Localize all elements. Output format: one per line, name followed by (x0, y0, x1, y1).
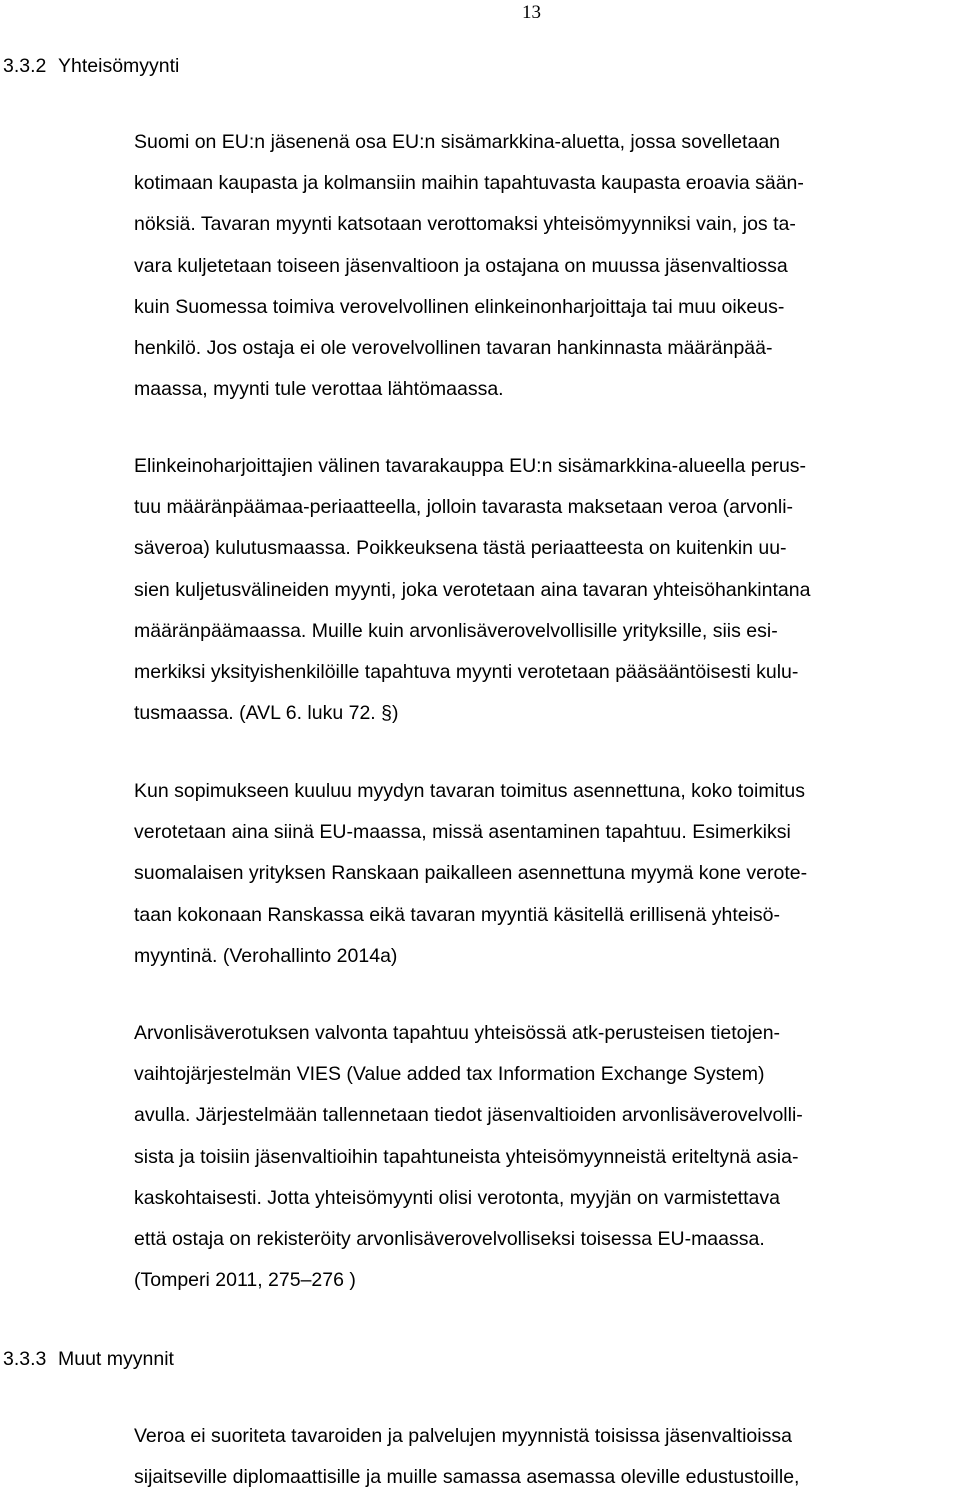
paragraph-line: vaihtojärjestelmän VIES (Value added tax Information Exchange System) (134, 1063, 765, 1086)
paragraph-line: suomalaisen yrityksen Ranskaan paikalleen asennettuna myymä kone verote- (134, 862, 808, 885)
paragraph-line: Suomi on EU:n jäsenenä osa EU:n sisämarkkina-aluetta, jossa sovelletaan (134, 131, 781, 153)
paragraph-line: tuu määränpäämaa-periaatteella, jolloin tavarasta maksetaan veroa (arvonli- (134, 496, 794, 519)
paragraph-line: (Tomperi 2011, 275–276 ) (134, 1269, 356, 1292)
paragraph-line: tusmaassa. (AVL 6. luku 72. §) (134, 702, 399, 725)
section-heading-3-3-3 (3, 1348, 174, 1371)
page-number: 13 (522, 2, 541, 23)
paragraph-5 (134, 1416, 958, 1498)
paragraph-line: Kun sopimukseen kuuluu myydyn tavaran toimitus asennettuna, koko toimitus (134, 780, 805, 802)
paragraph-line: vara kuljetetaan toiseen jäsenvaltioon ja ostajana on muussa jäsenvaltiossa (134, 254, 788, 277)
paragraph-line: sien kuljetusvälineiden myynti, joka verotetaan aina tavaran yhteisöhankintana (134, 578, 811, 601)
paragraph-4 (134, 1013, 958, 1301)
paragraph-line: verotetaan aina siinä EU-maassa, missä asentaminen tapahtuu. Esimerkiksi (134, 821, 791, 844)
paragraph-line: Veroa ei suoriteta tavaroiden ja palvelujen myynnistä toisissa jäsenvaltioissa (134, 1425, 792, 1447)
paragraph-2 (134, 446, 958, 734)
paragraph-3 (134, 771, 958, 977)
section-title: Yhteisömyynti (58, 55, 180, 77)
paragraph-line: avulla. Järjestelmään tallennetaan tiedot jäsenvaltioiden arvonlisäverovelvolli- (134, 1104, 803, 1127)
paragraph-line: kotimaan kaupasta ja kolmansiin maihin tapahtuvasta kaupasta eroavia sään- (134, 172, 804, 195)
paragraph-line: määränpäämaassa. Muille kuin arvonlisäverovelvollisille yrityksille, siis esi- (134, 619, 778, 642)
paragraph-line: sista ja toisiin jäsenvaltioihin tapahtuneista yhteisömyynneistä eriteltynä asia- (134, 1145, 799, 1168)
paragraph-line: Elinkeinoharjoittajien välinen tavarakauppa EU:n sisämarkkina-alueella perus- (134, 455, 807, 477)
paragraph-line: maassa, myynti tule verottaa lähtömaassa. (134, 378, 504, 401)
paragraph-line: merkiksi yksityishenkilöille tapahtuva myynti verotetaan pääsääntöisesti kulu- (134, 660, 799, 683)
section-number: 3.3.3 (3, 1348, 47, 1370)
paragraph-line: nöksiä. Tavaran myynti katsotaan verottomaksi yhteisömyynniksi vain, jos ta- (134, 213, 796, 236)
paragraph-line: sijaitseville diplomaattisille ja muille samassa asemassa oleville edustustoille, (134, 1466, 800, 1489)
section-title: Muut myynnit (58, 1348, 174, 1370)
paragraph-line: Arvonlisäverotuksen valvonta tapahtuu yhteisössä atk-perusteisen tietojen- (134, 1022, 781, 1044)
paragraph-line: taan kokonaan Ranskassa eikä tavaran myyntiä käsitellä erillisenä yhteisö- (134, 903, 781, 926)
paragraph-line: että ostaja on rekisteröity arvonlisäverovelvolliseksi toisessa EU-maassa. (134, 1227, 765, 1250)
section-number: 3.3.2 (3, 55, 47, 77)
paragraph-line: henkilö. Jos ostaja ei ole verovelvollinen tavaran hankinnasta määränpää- (134, 336, 773, 359)
paragraph-line: kuin Suomessa toimiva verovelvollinen elinkeinonharjoittaja tai muu oikeus- (134, 295, 785, 318)
paragraph-line: säveroa) kulutusmaassa. Poikkeuksena tästä periaatteesta on kuitenkin uu- (134, 537, 787, 560)
paragraph-1 (134, 122, 958, 410)
section-heading-3-3-2 (3, 55, 179, 78)
paragraph-line: myyntinä. (Verohallinto 2014a) (134, 944, 398, 967)
paragraph-line: kaskohtaisesti. Jotta yhteisömyynti olisi verotonta, myyjän on varmistettava (134, 1186, 780, 1209)
